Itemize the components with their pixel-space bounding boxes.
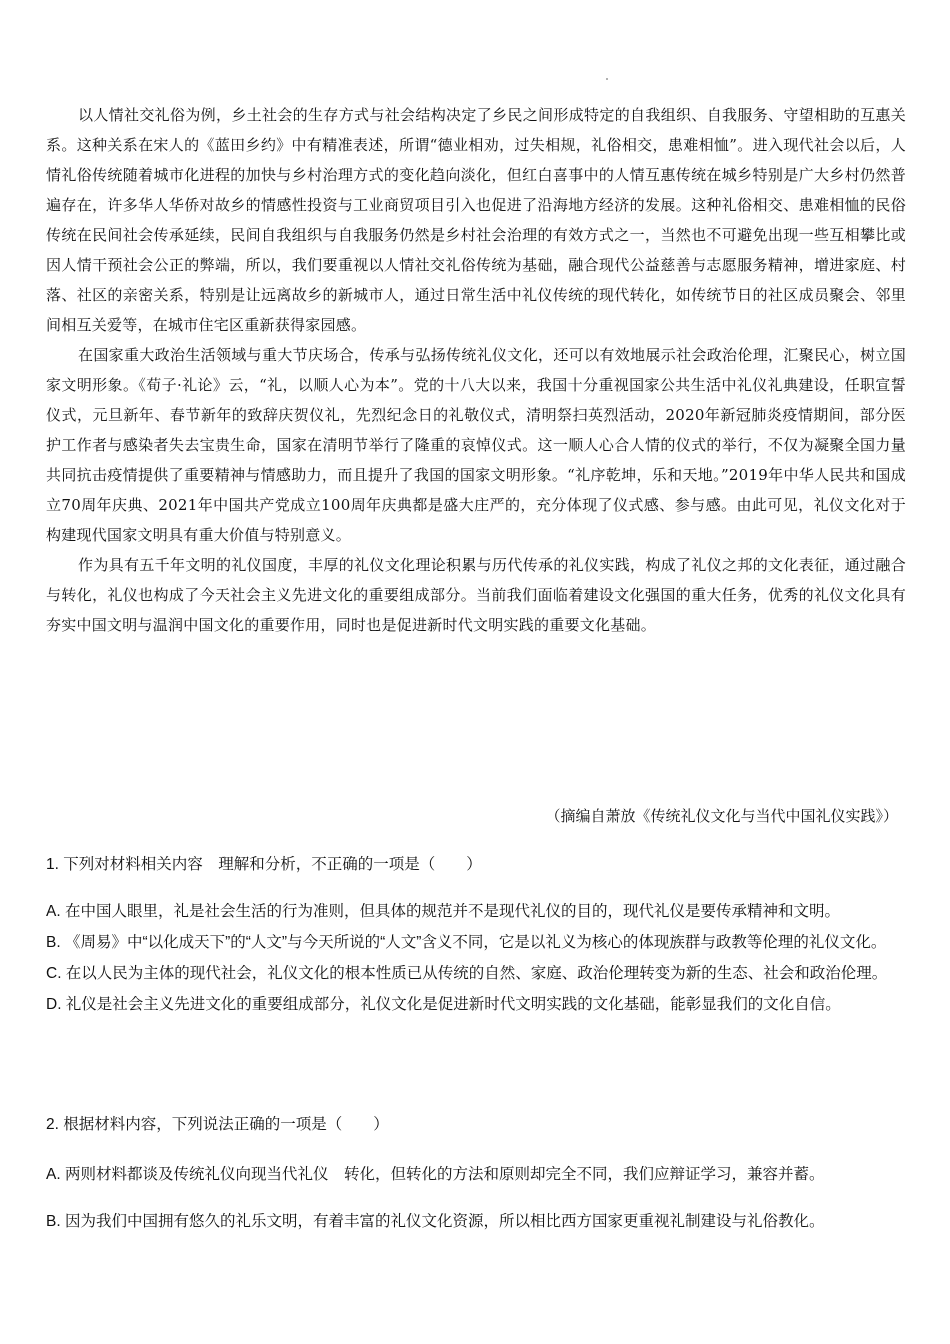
reading-passage bbox=[46, 100, 906, 640]
question-1-option-c: C. 在以人民为主体的现代社会，礼仪文化的根本性质已从传统的自然、家庭、政治伦理转变为新的生态、社会和政治伦理。 bbox=[46, 965, 888, 982]
passage-paragraph-1: 以人情社交礼俗为例，乡土社会的生存方式与社会结构决定了乡民之间形成特定的自我组织、自我服务、守望相助的互惠关系。这种关系在宋人的《蓝田乡约》中有精准表述，所谓“德业相劝，过失相规，礼俗相交，患难相恤”。进入现代社会以后，人情礼俗传统随着城市化进程的加快与乡村治理方式的变化趋向淡化，但红白喜事中的人情互惠传统在城乡特别是广大乡村仍然普遍存在，许多华人华侨对故乡的情感性投资与工业商贸项目引入也促进了沿海地方经济的发展。这种礼俗相交、患难相恤的民俗传统在民间社会传承延续，民间自我组织与自我服务仍然是乡村社会治理的有效方式之一，当然也不可避免出现一些互相攀比或因人情干预社会公正的弊端，所以，我们要重视以人情社交礼俗传统为基础，融合现代公益慈善与志愿服务精神，增进家庭、村落、社区的亲密关系，特别是让远离故乡的新城市人，通过日常生活中礼仪传统的现代转化，如传统节日的社区成员聚会、邻里间相互关爱等，在城市住宅区重新获得家园感。 bbox=[46, 106, 906, 334]
question-1-stem: 1. 下列对材料相关内容 理解和分析，不正确的一项是（ ） bbox=[46, 856, 482, 873]
passage-paragraph-3: 作为具有五千年文明的礼仪国度，丰厚的礼仪文化理论积累与历代传承的礼仪实践，构成了礼仪之邦的文化表征，通过融合与转化，礼仪也构成了今天社会主义先进文化的重要组成部分。当前我们面临着建设文化强国的重大任务，优秀的礼仪文化具有夯实中国文明与温润中国文化的重要作用，同时也是促进新时代文明实践的重要文化基础。 bbox=[46, 556, 906, 634]
question-1-option-d: D. 礼仪是社会主义先进文化的重要组成部分，礼仪文化是促进新时代文明实践的文化基础，能彰显我们的文化自信。 bbox=[46, 996, 841, 1013]
question-1-option-a: A. 在中国人眼里，礼是社会生活的行为准则，但具体的规范并不是现代礼仪的目的，现代礼仪是要传承精神和文明。 bbox=[46, 903, 840, 920]
passage-paragraph-2: 在国家重大政治生活领域与重大节庆场合，传承与弘扬传统礼仪文化，还可以有效地展示社会政治伦理，汇聚民心，树立国家文明形象。《荀子·礼论》云，“礼，以顺人心为本”。党的十八大以来，我国十分重视国家公共生活中礼仪礼典建设，任职宣誓仪式，元旦新年、春节新年的致辞庆贺仪礼，先烈纪念日的礼敬仪式，清明祭扫英烈活动，2020年新冠肺炎疫情期间，部分医护工作者与感染者失去宝贵生命，国家在清明节举行了隆重的哀悼仪式。这一顺人心合人情的仪式的举行，不仅为凝聚全国力量共同抗击疫情提供了重要精神与情感助力，而且提升了我国的国家文明形象。“礼序乾坤，乐和天地。”2019年中华人民共和国成立70周年庆典、2021年中国共产党成立100周年庆典都是盛大庄严的，充分体现了仪式感、参与感。由此可见，礼仪文化对于构建现代国家文明具有重大价值与特别意义。 bbox=[46, 346, 906, 544]
passage-source: （摘编自萧放《传统礼仪文化与当代中国礼仪实践》） bbox=[545, 807, 898, 825]
speck-mark bbox=[606, 78, 608, 80]
question-2-option-b: B. 因为我们中国拥有悠久的礼乐文明，有着丰富的礼仪文化资源，所以相比西方国家更重视礼制建设与礼俗教化。 bbox=[46, 1213, 825, 1230]
question-1-options bbox=[46, 896, 906, 1020]
question-2-stem: 2. 根据材料内容，下列说法正确的一项是（ ） bbox=[46, 1116, 389, 1133]
question-1-option-b: B. 《周易》中“以化成天下”的“人文”与今天所说的“人文”含义不同，它是以礼义为核心的体现族群与政教等伦理的礼仪文化。 bbox=[46, 934, 887, 951]
question-2-option-a: A. 两则材料都谈及传统礼仪向现当代礼仪 转化，但转化的方法和原则却完全不同，我们应辩证学习，兼容并蓄。 bbox=[46, 1166, 825, 1183]
